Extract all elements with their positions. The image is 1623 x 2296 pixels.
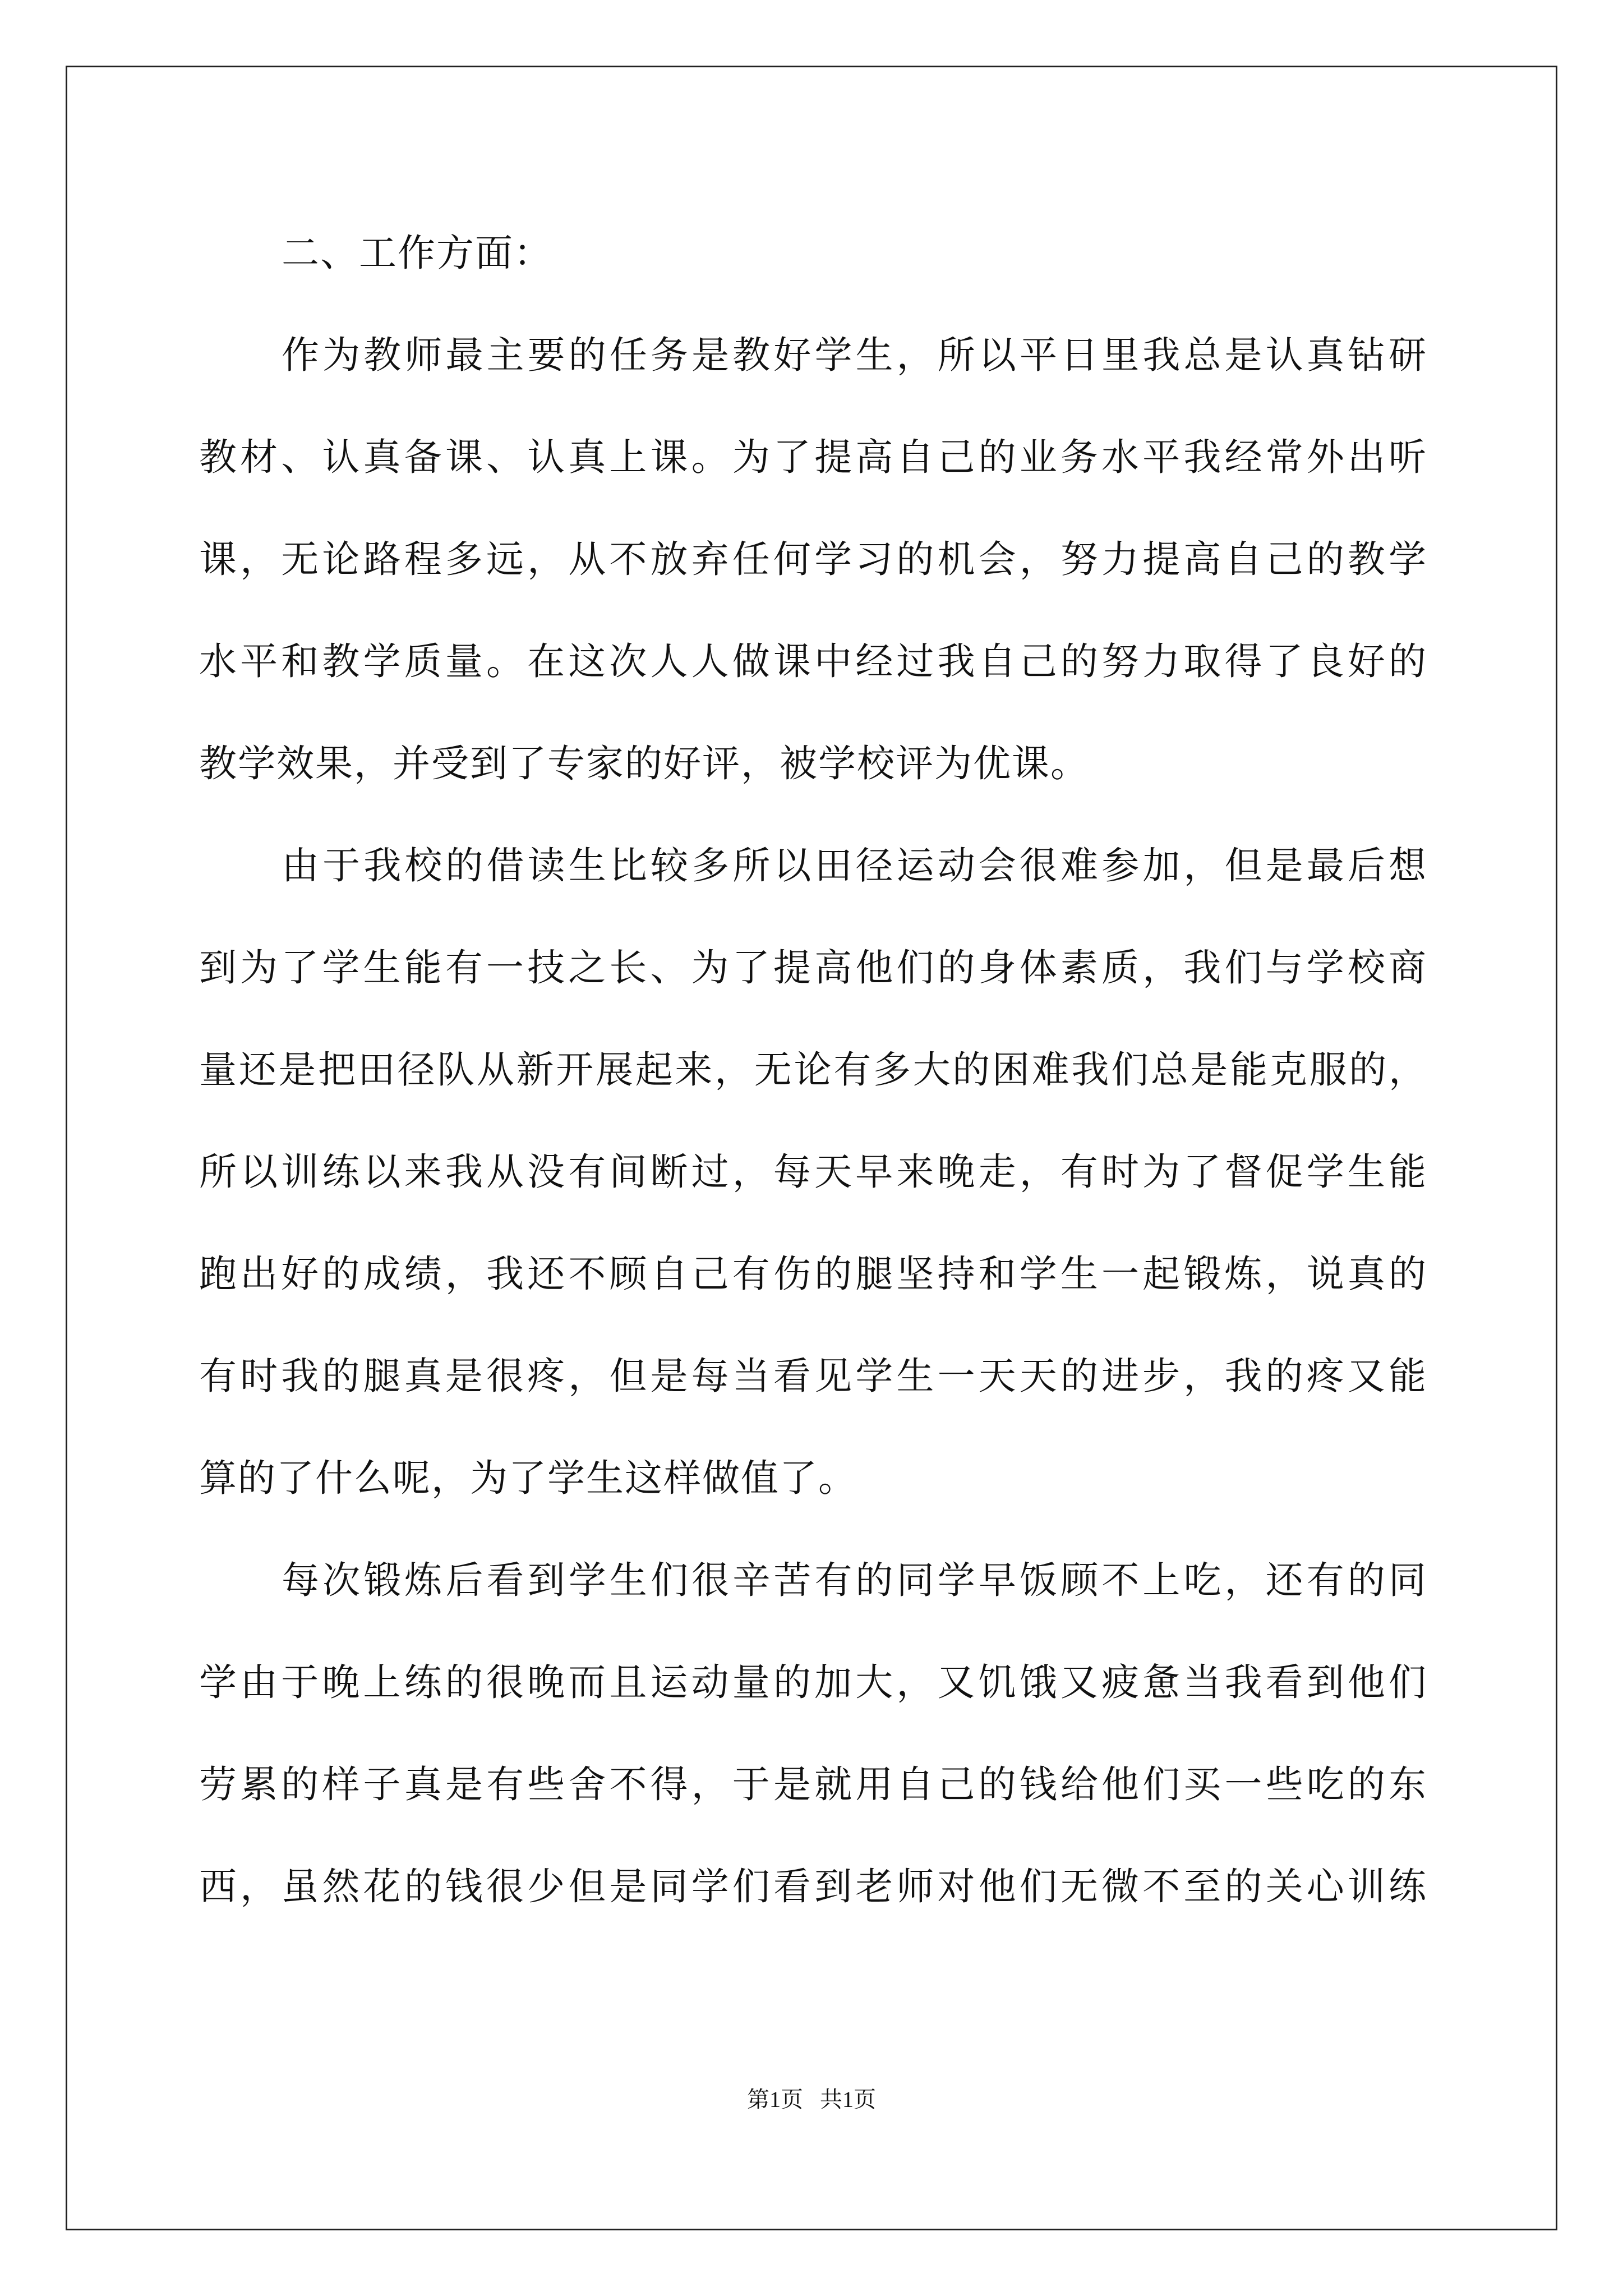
paragraph-line: 课，无论路程多远，从不放弃任何学习的机会，努力提高自己的教学 xyxy=(199,537,1427,581)
paragraph-line: 每次锻炼后看到学生们很辛苦有的同学早饭顾不上吃，还有的同 xyxy=(282,1558,1427,1602)
paragraph-line: 量还是把田径队从新开展起来，无论有多大的困难我们总是能克服的， xyxy=(199,1048,1427,1092)
paragraph-line: 西，虽然花的钱很少但是同学们看到老师对他们无微不至的关心训练 xyxy=(199,1865,1427,1908)
paragraph-line: 所以训练以来我从没有间断过，每天早来晚走，有时为了督促学生能 xyxy=(199,1150,1427,1194)
paragraph-line: 算的了什么呢，为了学生这样做值了。 xyxy=(199,1456,857,1500)
document-body xyxy=(199,202,1427,1938)
paragraph-line: 跑出好的成绩，我还不顾自己有伤的腿坚持和学生一起锻炼，说真的 xyxy=(199,1252,1427,1296)
paragraph-line: 教学效果，并受到了专家的好评，被学校评为优课。 xyxy=(199,742,1089,785)
paragraph-line: 教材、认真备课、认真上课。为了提高自己的业务水平我经常外出听 xyxy=(199,435,1427,479)
paragraph-line: 劳累的样子真是有些舍不得，于是就用自己的钱给他们买一些吃的东 xyxy=(199,1763,1427,1806)
paragraph-line: 到为了学生能有一技之长、为了提高他们的身体素质，我们与学校商 xyxy=(199,946,1427,990)
paragraph-line: 作为教师最主要的任务是教好学生，所以平日里我总是认真钻研 xyxy=(282,333,1427,377)
page-number-footer: 第1页 共1页 xyxy=(747,2087,876,2112)
paragraph-line: 水平和教学质量。在这次人人做课中经过我自己的努力取得了良好的 xyxy=(199,639,1427,683)
paragraph-line: 有时我的腿真是很疼，但是每当看见学生一天天的进步，我的疼又能 xyxy=(199,1354,1427,1398)
paragraph-line: 学由于晚上练的很晚而且运动量的加大，又饥饿又疲惫当我看到他们 xyxy=(199,1660,1427,1704)
section-heading: 二、工作方面： xyxy=(282,231,552,275)
paragraph-line: 由于我校的借读生比较多所以田径运动会很难参加，但是最后想 xyxy=(282,844,1427,887)
